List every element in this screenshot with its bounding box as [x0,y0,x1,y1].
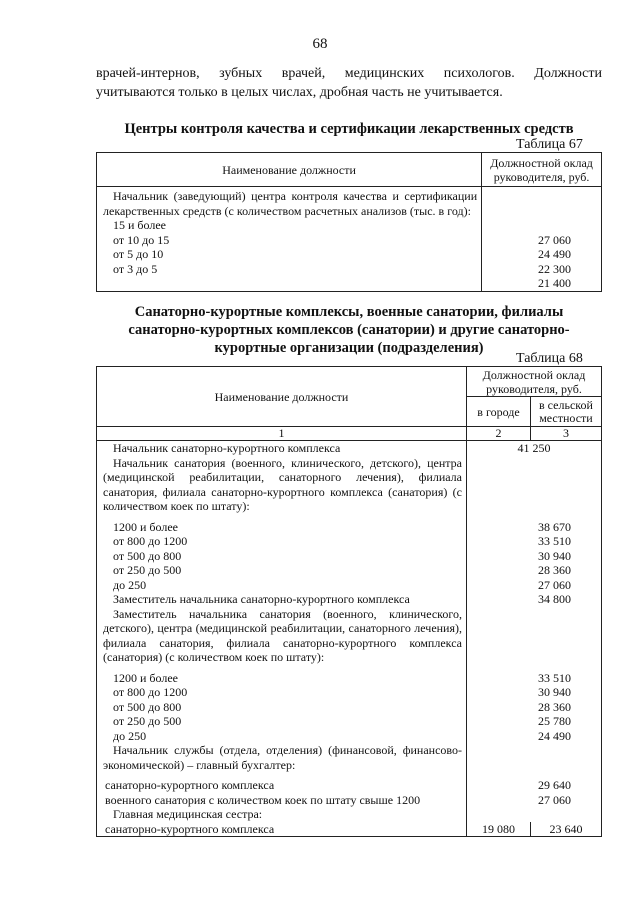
list-item: до 250 [113,728,147,743]
salary-value-rural: 23 640 [549,821,583,836]
table-67-body-values [482,187,602,292]
list-item: от 800 до 1200 [113,534,188,548]
list-item: санаторно-курортного комплекса [105,778,275,792]
salary-value: 27 060 [538,792,571,807]
group-text: Начальник санатория (военного, клинического, детского), центра (медицинской реабилитации, санаторного лечения), филиала санатория, филиала санаторно-курортного комплекса (санатория) (с количеством коек по штату): [103,455,462,513]
col-header-salary: Должностной оклад руководителя, руб. [482,153,602,187]
section-heading-68 [96,303,602,357]
col-header-position: Наименование должности [97,367,467,427]
table-68 [96,366,602,837]
list-item: от 10 до 15 [113,232,170,247]
table-68-body-values [467,441,602,837]
heading-line: Санаторно-курортные комплексы, военные санатории, филиалы [134,304,564,320]
list-item: от 500 до 800 [113,699,182,714]
heading-line: санаторно-курортных комплексов (санатории) и другие санаторно- [128,322,570,338]
salary-value-city: 19 080 [467,822,531,837]
salary-value: 25 780 [538,714,571,728]
salary-value: 27 060 [538,577,571,592]
intro-paragraph: врачей-интернов, зубных врачей, медицинских психологов. Должности учитываются только в целых числах, дробная часть не учитывается. [96,66,602,100]
table-label-67: Таблица 67 [516,137,583,152]
group-text: Начальник (заведующий) центра контроля качества и сертификации лекарственных средств (с количеством расчетных анализов (тыс. в год): [103,189,478,218]
col-number-3: 3 [530,427,601,441]
salary-value: 41 250 [517,441,551,455]
list-item: санаторно-курортного комплекса [105,821,275,836]
col-header-city: в городе [467,397,531,427]
salary-value: 30 940 [538,685,571,699]
position-title: Начальник санаторно-курортного комплекса [113,441,341,455]
col-number-2: 2 [467,427,531,441]
list-item: 1200 и более [113,519,179,534]
salary-value: 24 490 [538,247,571,261]
list-item: от 500 до 800 [113,548,182,563]
col-header-salary: Должностной оклад руководителя, руб. [467,367,602,397]
position-title: Заместитель начальника санаторно-курортного комплекса [113,592,410,606]
salary-value: 21 400 [538,276,571,290]
salary-value: 22 300 [538,261,571,276]
salary-value: 27 060 [538,232,571,247]
split-salary-row [467,822,601,837]
list-item: 1200 и более [113,670,179,685]
list-item: 15 и более [113,218,167,232]
list-item: от 250 до 500 [113,714,182,728]
table-label-68: Таблица 68 [516,351,583,366]
salary-value: 28 360 [538,699,571,714]
heading-line: курортные организации (подразделения) [214,340,484,356]
salary-value: 33 510 [538,534,571,548]
salary-value: 38 670 [538,519,571,534]
list-item: от 3 до 5 [113,261,158,276]
table-67 [96,152,602,292]
list-item: до 250 [113,577,147,592]
salary-value: 24 490 [538,728,571,743]
page-number: 68 [312,36,328,52]
table-67-body-names [97,187,482,292]
salary-value: 30 940 [538,548,571,563]
salary-value: 34 800 [538,592,571,606]
list-item: от 250 до 500 [113,563,182,577]
col-header-rural: в сельской местности [530,397,601,427]
salary-value: 29 640 [538,778,571,792]
group-text: Заместитель начальника санатория (военного, клинического, детского), центра (медицинской реабилитации, санаторного лечения), филиала санатория, филиала санаторно-курортного комплекса (санатория) (с количеством коек по штату): [103,606,462,664]
group-text: Главная медицинская сестра: [113,807,263,821]
list-item: от 5 до 10 [113,247,164,261]
list-item: военного санатория с количеством коек по штату свыше 1200 [105,792,421,807]
table-68-body-names [97,441,467,837]
group-text: Начальник службы (отдела, отделения) (финансовой, финансово-экономической) – главный бухгалтер: [103,743,462,772]
salary-value: 28 360 [538,563,571,577]
salary-value: 33 510 [538,670,571,685]
col-header-position: Наименование должности [97,153,482,187]
list-item: от 800 до 1200 [113,685,188,699]
section-heading-67: Центры контроля качества и сертификации лекарственных средств [124,121,574,137]
col-number-1: 1 [97,427,467,441]
